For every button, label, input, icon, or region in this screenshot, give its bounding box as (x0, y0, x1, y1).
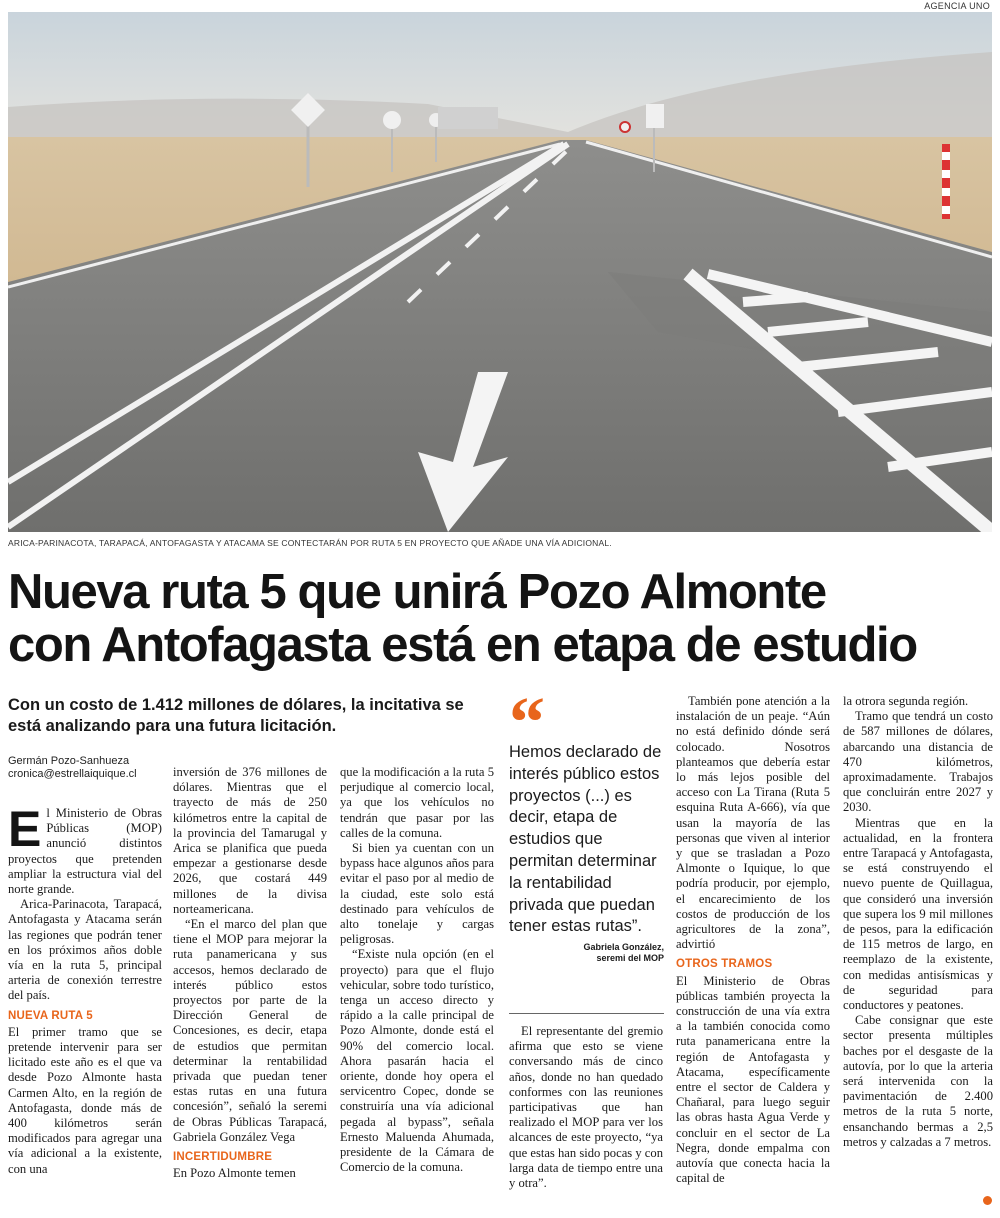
column-1 (8, 801, 162, 1177)
column-5 (676, 694, 830, 1187)
paragraph: que la modificación a la ruta 5 perjudique al comercio local, ya que los vehículos no tendrán que pasar por las calles de la comuna. (340, 765, 494, 840)
paragraph: Mientras que en la actualidad, en la frontera entre Tarapacá y Antofagasta, se está construyendo el nuevo puente de Quillagua, que consideró una inversión que supera los 9 mil millones de pesos, para la edificación de 115 metros de largo, en reemplazo de la existente, con medidas antisísmicas y de seguridad para conductores y peatones. (843, 815, 993, 1013)
paragraph: la otrora segunda región. (843, 694, 969, 708)
paragraph: Arica-Parinacota, Tarapacá, Antofagasta y Atacama serán las regiones que podrán tener en los próximos años doble vía en la ruta 5, principal arteria de conexión terrestre del país. (8, 897, 162, 1003)
column-4 (509, 1024, 663, 1191)
road-photo (8, 12, 992, 532)
subheadline: Con un costo de 1.412 millones de dólares, la incitativa se está analizando para una futura licitación. (8, 696, 464, 735)
column-2 (173, 765, 327, 1181)
paragraph: Si bien ya cuentan con un bypass hace algunos años para evitar el paso por al medio de la ciudad, este solo está destinado para vehículos de alto tonelaje y cargas peligrosas. (340, 841, 494, 947)
paragraph: l Ministerio de Obras Públicas (MOP) anunció distintos proyectos que pretenden ampliar la estructura vial del norte grande. (8, 806, 162, 897)
quote-text: Hemos declarado de interés público estos proyectos (...) es decir, etapa de estudios que permitan determinar la rentabilidad privada que puedan tener estas rutas”. (509, 743, 662, 936)
headline-line-1: Nueva ruta 5 que unirá Pozo Almonte (8, 565, 826, 619)
paragraph: También pone atención a la instalación de un peaje. “Aún no está definido dónde será colocado. Nosotros planteamos que debería estar lo más lejos posible del acceso con La Tirana (Ruta 5 esquina Ruta A-666), vía que usan la mayoría de las personas que viven al interior y que se trasladan a Pozo Almonte o Iquique, lo que podría producir, por ejemplo, el encarecimiento de los costos de producción de los agricultores de la zona”, advirtió (676, 694, 830, 952)
quote-mark-icon: “ (509, 693, 545, 739)
headline-line-2: con Antofagasta está en etapa de estudio (8, 618, 917, 672)
paragraph: Cabe consignar que este sector presenta múltiples baches por el desgaste de la autovía, por lo que la arteria será intervenida con la pavimentación de 2.400 metros de la ruta 5 norte, ensanchando bermas a 2,5 metros y calzadas a 7 metros. (843, 1013, 993, 1149)
section-heading-incertidumbre: INCERTIDUMBRE (173, 1151, 273, 1164)
paragraph: En Pozo Almonte temen (173, 1166, 296, 1181)
paragraph: El Ministerio de Obras públicas también proyecta la construcción de una vía extra a la también conocida como ruta panamericana entre la región de Antofagasta y Atacama, específicamente entre el sector de Caldera y Chañaral, para luego seguir las obras hasta Agua Verde y concluir en el sector de La Negra, donde empalma con autovía que conecta hacia la capital de (676, 973, 830, 1186)
byline-email: cronica@estrellaiquique.cl (8, 768, 137, 780)
quote-attribution-name: Gabriela González, (583, 942, 664, 953)
quote-attribution (509, 942, 664, 964)
pull-quote (509, 693, 664, 964)
column-6 (843, 694, 993, 1150)
paragraph: El representante del gremio afirma que esto se viene conversando más de cinco años, donde no han quedado conformes con las reuniones participativas que han realizado el MOP para ver los alcances de este proyecto, “ya que estas han sido pocas y con larga data de tiempo entre una y otra”. (509, 1024, 663, 1191)
quote-divider (509, 1013, 664, 1014)
paragraph: “En el marco del plan que tiene el MOP para mejorar la ruta panamericana y sus accesos, hemos declarado de interés público estos proyectos por parte de la Dirección General de Concesiones, es decir, etapa de estudios que permitan determinar la rentabilidad privada que puedan tener estas rutas en una futura concesión”, señaló la seremi de Obras Públicas Tarapacá, Gabriela González Vega (173, 917, 327, 1144)
section-heading-nueva-ruta: NUEVA RUTA 5 (8, 1009, 93, 1022)
paragraph: Tramo que tendrá un costo de 587 millones de dólares, abarcando una distancia de 470 kilómetros, aproximadamente. Trabajos que concluirán entre 2027 y 2030. (843, 709, 993, 815)
quote-attribution-role: seremi del MOP (596, 953, 664, 964)
photo-credit: AGENCIA UNO (924, 1, 990, 11)
paragraph: inversión de 376 millones de dólares. Mientras que el trayecto de más de 250 kilómetros entre la capital de la provincia del Tamarugal y Arica se planifica que pueda empezar a gestionarse desde 2026, que costará 449 millones de la divisa norteamericana. (173, 765, 327, 916)
section-heading-otros-tramos: OTROS TRAMOS (676, 958, 773, 971)
drop-cap: E (8, 801, 42, 857)
column-3 (340, 765, 494, 1175)
paragraph: El primer tramo que se pretende intervenir para ser licitado este año es el que va desde Pozo Almonte hasta Carmen Alto, en la región de Antofagasta, donde más de 400 kilómetros serán modificados para agregar una vía adicional a la existente, con una (8, 1024, 162, 1176)
end-mark-icon (983, 1196, 992, 1205)
photo-caption: ARICA-PARINACOTA, TARAPACÁ, ANTOFAGASTA Y ATACAMA SE CONTECTARÁN POR RUTA 5 EN PROYECTO QUE AÑADE UNA VÍA ADICIONAL. (8, 538, 612, 548)
byline-author: Germán Pozo-Sanhueza (8, 755, 130, 767)
byline (8, 755, 168, 781)
headline (8, 566, 992, 672)
paragraph: “Existe nula opción (en el proyecto) para que el flujo vehicular, sobre todo turístico, tenga un acceso directo y rápido a la calle principal de Pozo Almonte, donde está el 90% del comercio local. Ahora pasarán hacia el oriente, donde hoy opera el servicentro Copec, donde se construiría una vía adicional pegada al bypass”, señala Ernesto Maluenda Ahumada, presidente de la Cámara de Comercio de la comuna. (340, 947, 494, 1175)
